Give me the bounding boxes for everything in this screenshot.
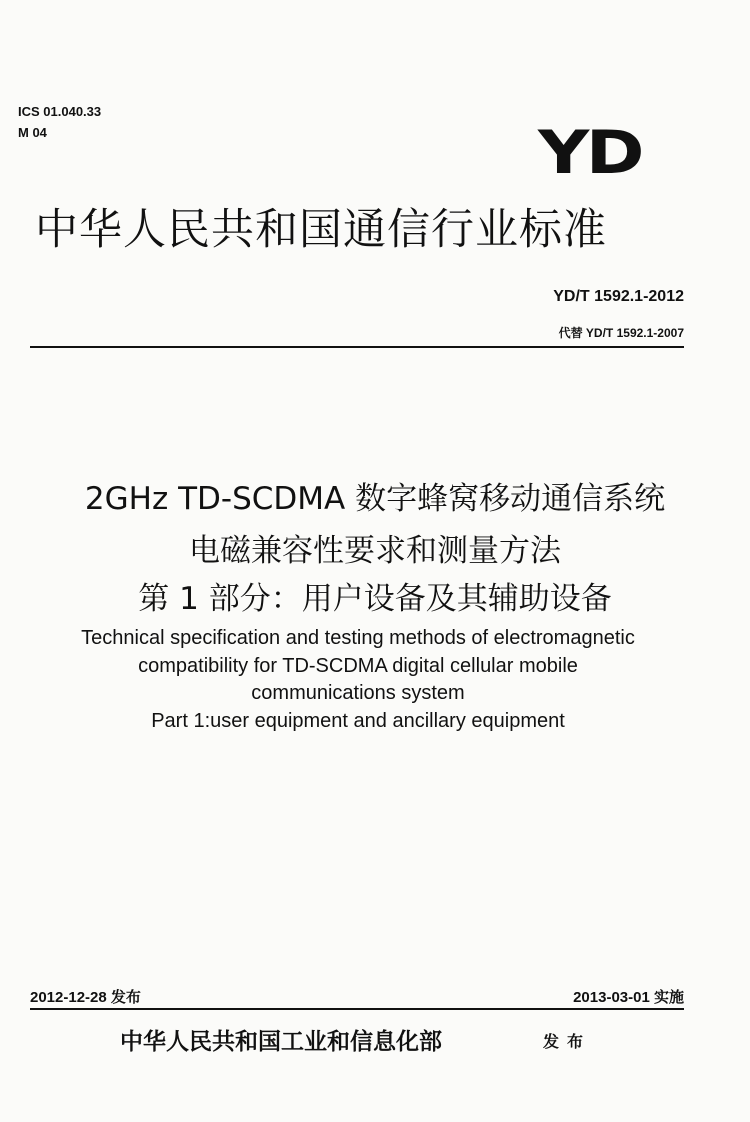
title-en-line2: compatibility for TD-SCDMA digital cellular mobile [138,654,578,677]
title-en [0,625,716,735]
implementation-date: 2013-03-01 实施 [573,989,684,1006]
standard-number: YD/T 1592.1-2012 [553,288,684,305]
ccs-code: M 04 [18,125,47,140]
title-cn-line1: 2GHz TD-SCDMA 数字蜂窝移动通信系统 [84,481,666,517]
title-cn-line2: 电磁兼容性要求和测量方法 [189,533,561,569]
footer-divider [30,1008,684,1010]
issued-label: 发布 [543,1032,592,1051]
title-en-line4: Part 1:user equipment and ancillary equipment [151,709,565,732]
title-en-line3: communications system [251,682,465,704]
title-cn-line3: 第 1 部分：用户设备及其辅助设备 [138,581,612,617]
issuing-authority: 中华人民共和国工业和信息化部 [120,1028,442,1055]
release-date: 2012-12-28 发布 [30,989,141,1006]
ics-code: ICS 01.040.33 [18,104,102,119]
classification-codes [18,101,101,143]
header-divider [30,346,684,348]
replaces-standard: 代替 YD/T 1592.1-2007 [558,326,684,340]
standard-title: 中华人民共和国通信行业标准 [35,205,607,255]
yd-logo: YD [538,118,641,188]
title-en-line1: Technical specification and testing methods of electromagnetic [81,627,635,649]
